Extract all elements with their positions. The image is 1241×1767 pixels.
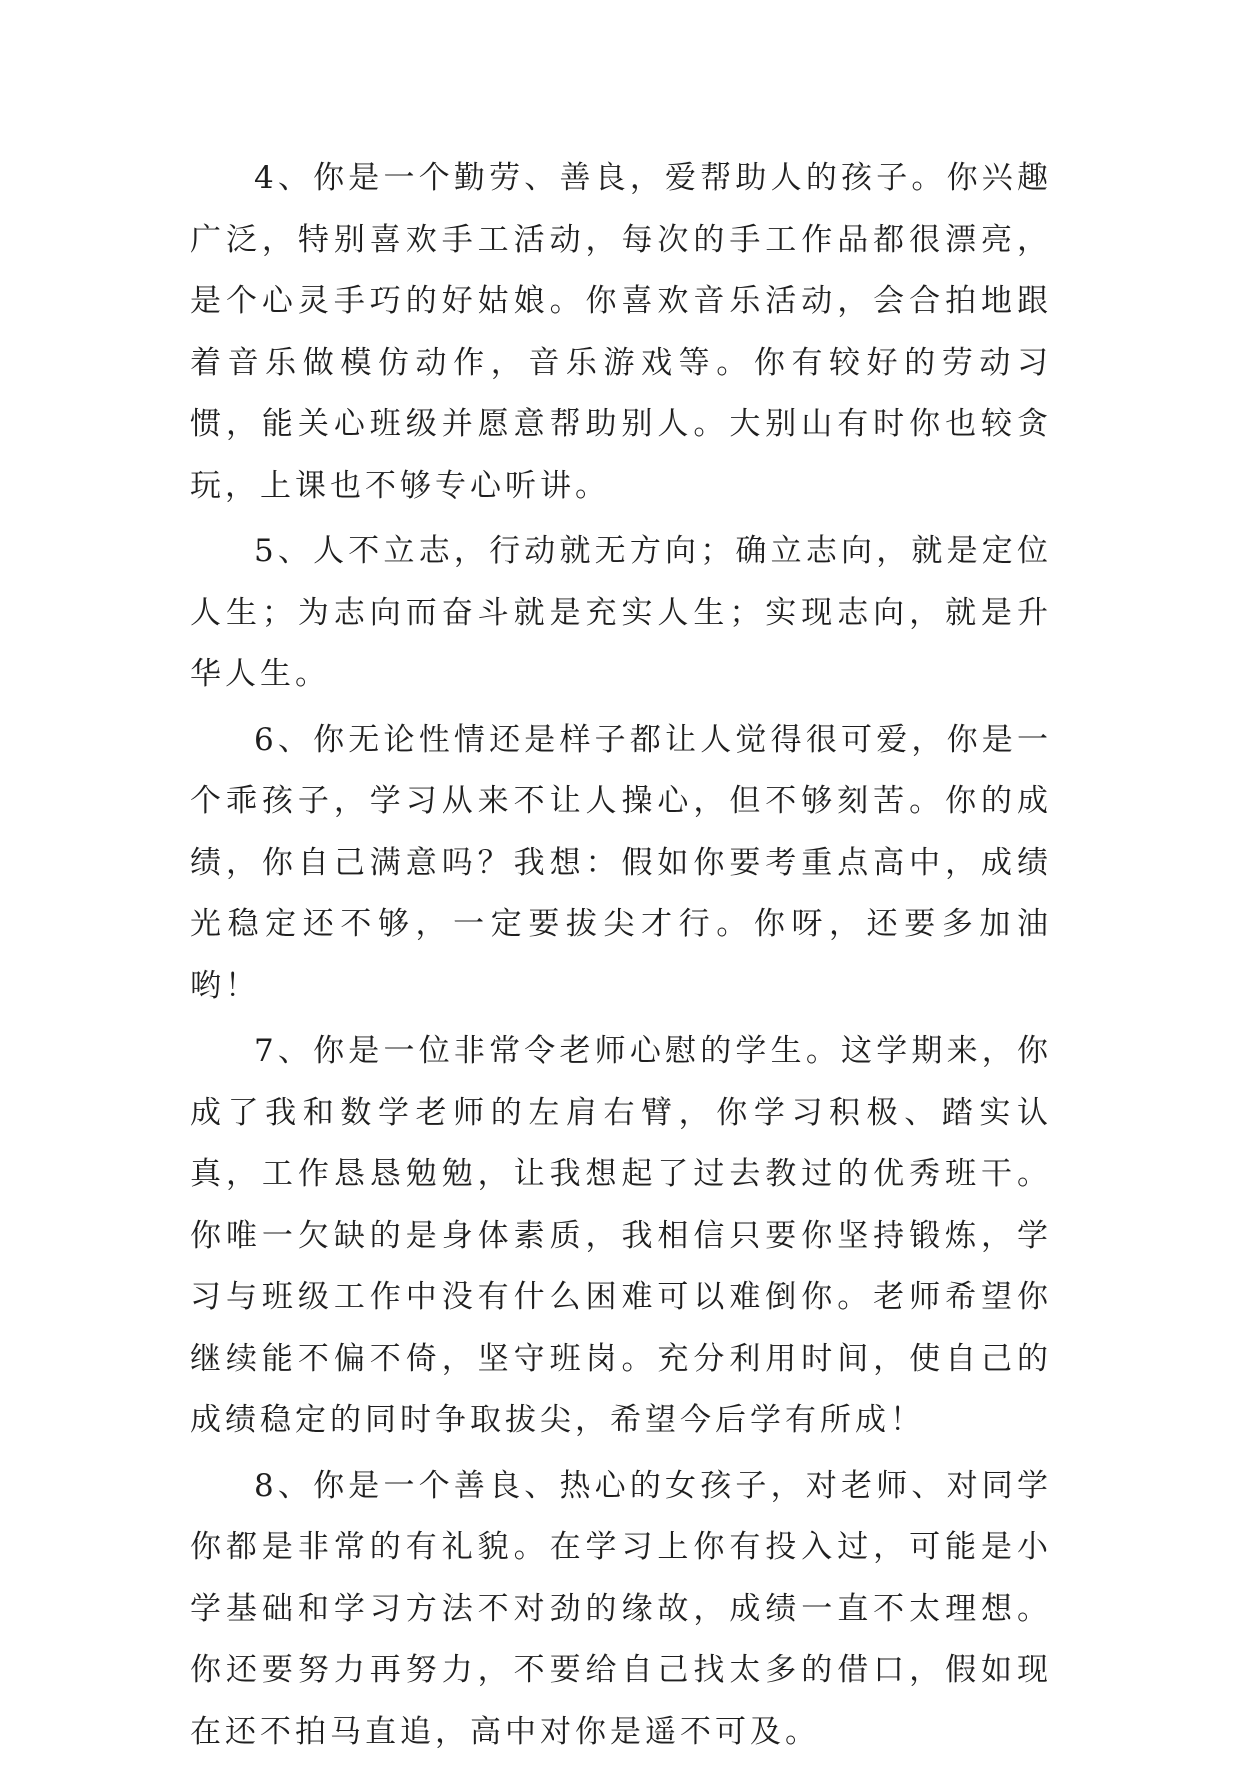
- paragraph-5: 5、人不立志，行动就无方向；确立志向，就是定位人生；为志向而奋斗就是充实人生；实现志向，就是升华人生。: [190, 533, 1052, 692]
- paragraph-8: 8、你是一个善良、热心的女孩子，对老师、对同学你都是非常的有礼貌。在学习上你有投入过，可能是小学基础和学习方法不对劲的缘故，成绩一直不太理想。你还要努力再努力，不要给自己找太多的借口，假如现在还不拍马直追，高中对你是遥不可及。: [190, 1467, 1052, 1750]
- paragraph-7: 7、你是一位非常令老师心慰的学生。这学期来，你成了我和数学老师的左肩右臂，你学习积极、踏实认真，工作恳恳勉勉，让我想起了过去教过的优秀班干。你唯一欠缺的是身体素质，我相信只要你坚持锻炼，学习与班级工作中没有什么困难可以难倒你。老师希望你继续能不偏不倚，坚守班岗。充分利用时间，使自己的成绩稳定的同时争取拔尖，希望今后学有所成！: [190, 1033, 1052, 1438]
- paragraph-6: 6、你无论性情还是样子都让人觉得很可爱，你是一个乖孩子，学习从来不让人操心，但不够刻苦。你的成绩，你自己满意吗？我想：假如你要考重点高中，成绩光稳定还不够，一定要拔尖才行。你呀，还要多加油哟！: [190, 721, 1052, 1004]
- paragraph-4: 4、你是一个勤劳、善良，爱帮助人的孩子。你兴趣广泛，特别喜欢手工活动，每次的手工作品都很漂亮，是个心灵手巧的好姑娘。你喜欢音乐活动，会合拍地跟着音乐做模仿动作，音乐游戏等。你有较好的劳动习惯，能关心班级并愿意帮助别人。大别山有时你也较贪玩，上课也不够专心听讲。: [190, 160, 1052, 504]
- document-body: [190, 148, 1052, 1767]
